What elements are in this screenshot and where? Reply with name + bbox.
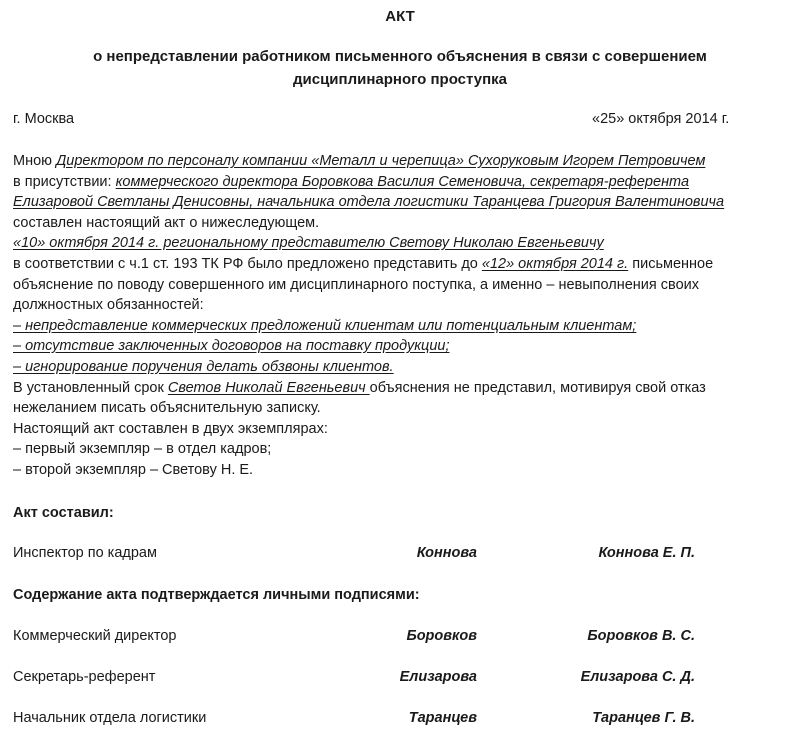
filled-field: – игнорирование поручения делать обзвоны клиентов. xyxy=(13,359,394,375)
signer-role: Инспектор по кадрам xyxy=(13,545,157,561)
paragraph-line xyxy=(13,235,604,251)
paragraph-line: Настоящий акт составлен в двух экземплярах: xyxy=(13,421,328,437)
composed-heading: Акт составил: xyxy=(13,505,114,521)
list-item xyxy=(13,318,636,334)
filled-field: Елизаровой Светланы Денисовны, начальника отдела логистики Таранцева Григория Валентиновича xyxy=(13,194,725,210)
filled-field: «10» октября 2014 г. региональному представителю Светову Николаю Евгеньевичу xyxy=(13,235,604,251)
list-item: – первый экземпляр – в отдел кадров; xyxy=(13,441,272,457)
paragraph-line: объяснение по поводу совершенного им дисциплинарного поступка, а именно – невыполнения своих xyxy=(13,277,699,293)
signer-role: Начальник отдела логистики xyxy=(13,710,207,726)
paragraph-line xyxy=(13,194,724,210)
date: «25» октября 2014 г. xyxy=(592,111,730,127)
text: В установленный срок xyxy=(13,380,168,396)
list-item xyxy=(13,338,450,354)
signer-name: Боровков В. С. xyxy=(587,628,695,644)
paragraph-line xyxy=(13,256,713,272)
filled-field: Директором по персоналу компании «Металл и черепица» Сухоруковым Игорем Петровичем xyxy=(56,153,706,169)
paragraph-line xyxy=(13,174,689,190)
text: объяснения не представил, мотивируя свой отказ xyxy=(369,380,706,396)
signature: Коннова xyxy=(416,545,477,561)
filled-field: – непредставление коммерческих предложений клиентам или потенциальным клиентам; xyxy=(13,318,637,334)
filled-field: – отсутствие заключенных договоров на поставку продукции; xyxy=(13,338,450,354)
document-subtitle-line-1: о непредставлении работником письменного объяснения в связи с совершением xyxy=(93,48,707,65)
signer-name: Елизарова С. Д. xyxy=(580,669,695,685)
text: письменное xyxy=(628,256,714,272)
signer-role: Коммерческий директор xyxy=(13,628,177,644)
list-item: – второй экземпляр – Светову Н. Е. xyxy=(13,462,254,478)
paragraph-line: составлен настоящий акт о нижеследующем. xyxy=(13,215,320,231)
filled-field: Светов Николай Евгеньевич xyxy=(167,380,370,396)
paragraph-line xyxy=(13,380,706,396)
paragraph-line: нежеланием писать объяснительную записку. xyxy=(13,400,321,416)
signature: Елизарова xyxy=(399,669,477,685)
signer-role: Секретарь-референт xyxy=(13,669,156,685)
signer-name: Коннова Е. П. xyxy=(598,545,695,561)
text: в соответствии с ч.1 ст. 193 ТК РФ было предложено представить до xyxy=(13,256,482,272)
place: г. Москва xyxy=(13,111,75,127)
filled-field: «12» октября 2014 г. xyxy=(481,256,629,272)
list-item xyxy=(13,359,394,375)
signer-name: Таранцев Г. В. xyxy=(592,710,695,726)
document-subtitle-line-2: дисциплинарного проступка xyxy=(292,71,507,88)
text: в присутствии: xyxy=(13,174,116,190)
filled-field: коммерческого директора Боровкова Василия Семеновича, секретаря-референта xyxy=(115,174,690,190)
document-title: АКТ xyxy=(385,8,415,25)
text: Мною xyxy=(13,153,57,169)
signature: Боровков xyxy=(406,628,477,644)
paragraph-line xyxy=(13,153,705,169)
confirm-heading: Содержание акта подтверждается личными подписями: xyxy=(13,587,420,603)
signature: Таранцев xyxy=(408,710,477,726)
paragraph-line: должностных обязанностей: xyxy=(13,297,204,313)
